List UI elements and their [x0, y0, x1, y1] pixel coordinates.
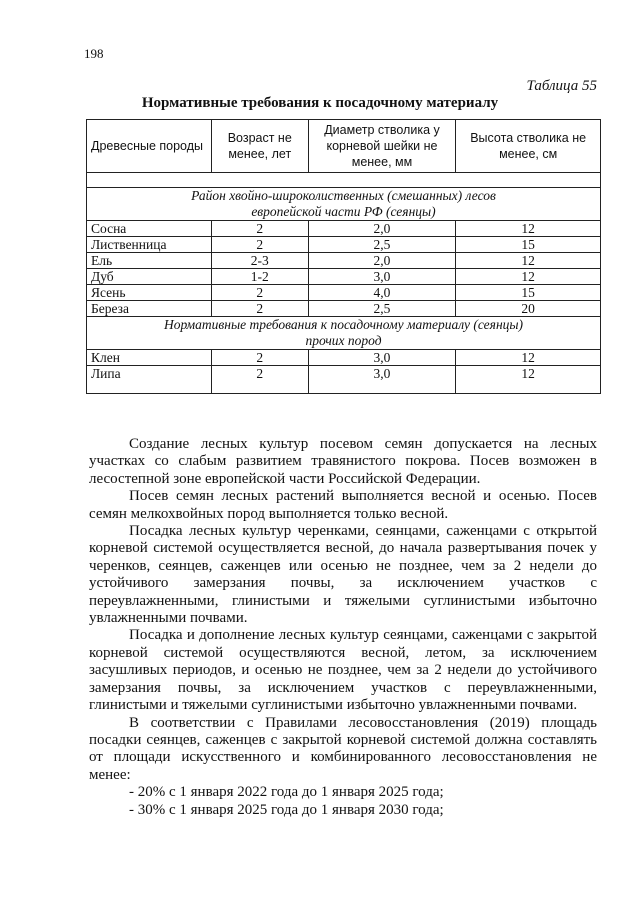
cell-age: 1-2	[211, 269, 308, 285]
cell-species: Береза	[87, 301, 212, 317]
cell-height: 12	[456, 253, 601, 269]
list-item: - 30% с 1 января 2025 года до 1 января 2030 года;	[129, 801, 444, 818]
section-title-line: Нормативные требования к посадочному материалу (сеянцы)	[163, 317, 524, 332]
list-item: - 20% с 1 января 2022 года до 1 января 2025 года;	[129, 784, 444, 801]
header-diameter: Диаметр стволика у корневой шейки не менее, мм	[308, 120, 456, 173]
cell-diameter: 3,0	[308, 350, 456, 366]
cell-diameter: 3,0	[308, 269, 456, 285]
cell-age: 2	[211, 221, 308, 237]
section-title-line: Район хвойно-широколиственных (смешанных) лесов	[191, 188, 496, 203]
cell-diameter: 2,0	[308, 253, 456, 269]
cell-age: 2	[211, 301, 308, 317]
cell-species: Ель	[87, 253, 212, 269]
section-title-line: прочих пород	[305, 333, 382, 348]
paragraph: Создание лесных культур посевом семян допускается на лесных участках со слабым развитием травянистого покрова. Посев возможен в лесостепной зоне европейской части Российской Федерации.	[89, 436, 597, 487]
page-number: 198	[84, 46, 104, 61]
cell-diameter: 2,5	[308, 237, 456, 253]
cell-species: Ясень	[87, 285, 212, 301]
cell-age: 2-3	[211, 253, 308, 269]
paragraph: Посев семян лесных растений выполняется весной и осенью. Посев семян мелкохвойных пород выполняется только весной.	[89, 488, 597, 522]
header-species: Древесные породы	[87, 120, 212, 173]
cell-species: Сосна	[87, 221, 212, 237]
cell-height: 20	[456, 301, 601, 317]
cell-age: 2	[211, 366, 308, 394]
table-row	[87, 301, 601, 317]
cell-height: 15	[456, 285, 601, 301]
cell-species: Дуб	[87, 269, 212, 285]
paragraph: Посадка лесных культур черенками, сеянцами, саженцами с открытой корневой системой осуществляется весной, до начала развертывания почек у черенков, сеянцев, саженцев или осенью не позднее, чем за 2 недели до устойчивого замерзания почвы, за исключением участков с переувлажненными, глинистыми и тяжелыми суглинистыми избыточно увлажненными почвами.	[89, 523, 597, 627]
table-row	[87, 350, 601, 366]
cell-height: 12	[456, 221, 601, 237]
table-header-row	[87, 120, 601, 173]
norms-table	[86, 119, 601, 394]
cell-diameter: 3,0	[308, 366, 456, 394]
table-spacer-row	[87, 173, 601, 188]
cell-diameter: 2,0	[308, 221, 456, 237]
table-row	[87, 269, 601, 285]
cell-species: Лиственница	[87, 237, 212, 253]
cell-species: Клен	[87, 350, 212, 366]
header-height: Высота стволика не менее, см	[456, 120, 601, 173]
section-header	[87, 317, 601, 350]
table-row	[87, 221, 601, 237]
table-title: Нормативные требования к посадочному материалу	[141, 95, 499, 111]
cell-height: 15	[456, 237, 601, 253]
cell-height: 12	[456, 269, 601, 285]
table-row	[87, 237, 601, 253]
table-label: Таблица 55	[526, 78, 597, 94]
section-header	[87, 188, 601, 221]
cell-age: 2	[211, 285, 308, 301]
cell-age: 2	[211, 350, 308, 366]
section-title-line: европейской части РФ (сеянцы)	[251, 204, 436, 219]
paragraph: В соответствии с Правилами лесовосстановления (2019) площадь посадки сеянцев, саженцев с закрытой корневой системой должна составлять от площади искусственного и комбинированного лесовосстановления не менее:	[89, 714, 597, 783]
body-text	[89, 436, 597, 819]
paragraph: Посадка и дополнение лесных культур сеянцами, саженцами с закрытой корневой системой осуществляются весной, летом, за исключением засушливых периодов, и осенью не позднее, чем за 2 недели до устойчивого замерзания почвы, за исключением участков с переувлажненными, глинистыми и тяжелыми суглинистыми избыточно увлажненными почвами.	[89, 627, 597, 714]
cell-diameter: 2,5	[308, 301, 456, 317]
table-row	[87, 285, 601, 301]
cell-age: 2	[211, 237, 308, 253]
cell-height: 12	[456, 366, 601, 394]
cell-height: 12	[456, 350, 601, 366]
cell-species: Липа	[87, 366, 212, 394]
table-row	[87, 253, 601, 269]
header-age: Возраст не менее, лет	[211, 120, 308, 173]
table-row	[87, 366, 601, 394]
cell-diameter: 4,0	[308, 285, 456, 301]
